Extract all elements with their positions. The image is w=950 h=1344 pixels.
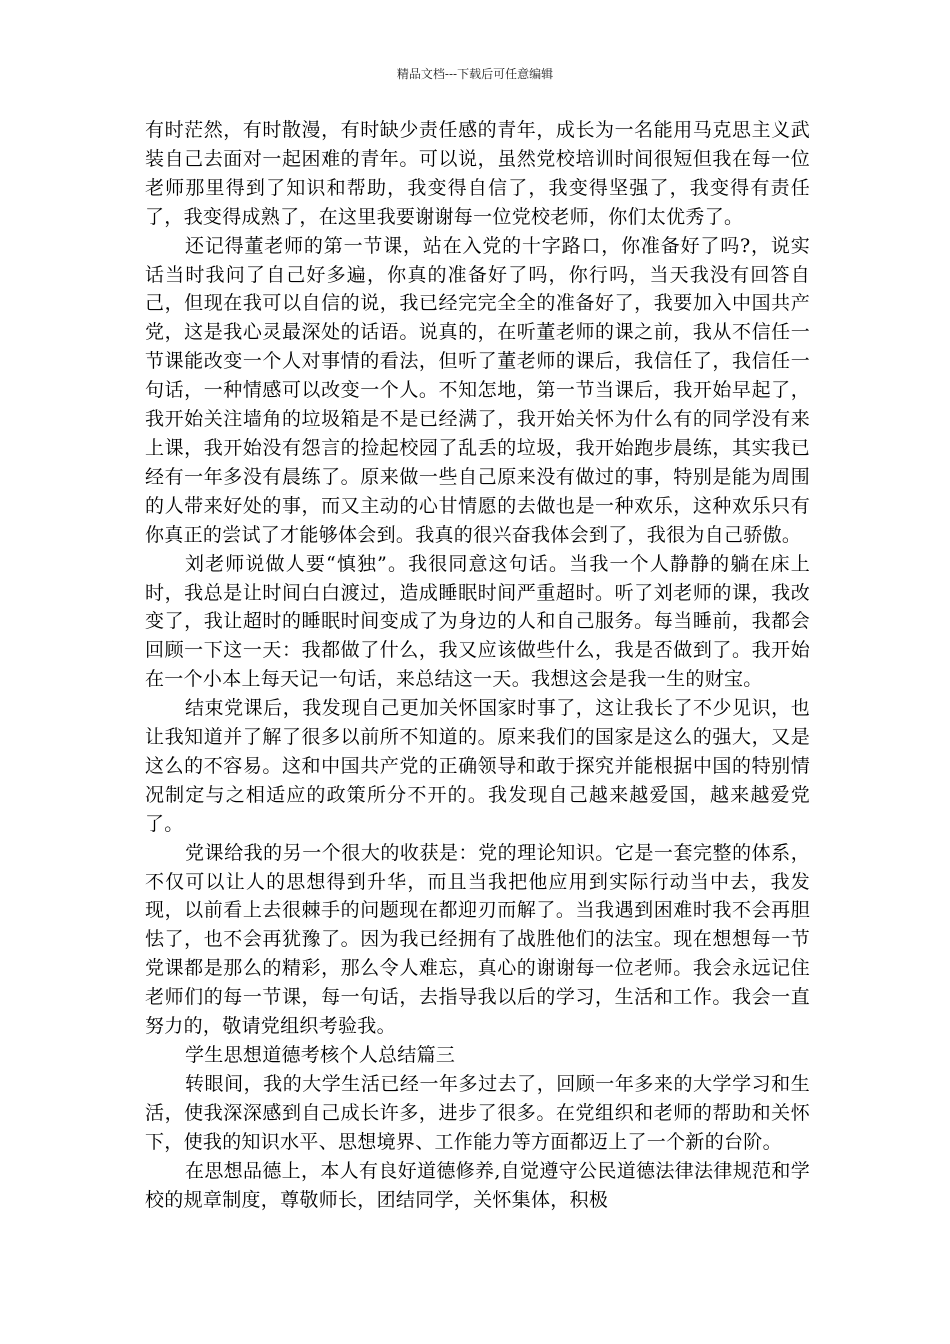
paragraph-4: 结束党课后，我发现自己更加关怀国家时事了，这让我长了不少见识，也让我知道并了解了很多以前所不知道的。原来我们的国家是这么的强大，又是这么的不容易。这和中国共产党的正确领导和敢于探究并能根据中国的特别情况制定与之相适应的政策所分不开的。我发现自己越来越爱国，越来越爱党了。	[145, 697, 810, 835]
paragraph-6: 转眼间，我的大学生活已经一年多过去了，回顾一年多来的大学学习和生活，使我深深感到自己成长许多，进步了很多。在党组织和老师的帮助和关怀下，使我的知识水平、思想境界、工作能力等方面都迈上了一个新的台阶。	[145, 1072, 810, 1153]
document-body	[145, 116, 810, 1214]
paragraph-7: 在思想品德上，本人有良好道德修养,自觉遵守公民道德法律法律规范和学校的规章制度，尊敬师长，团结同学，关怀集体，积极	[145, 1159, 810, 1211]
paragraph-2: 还记得董老师的第一节课，站在入党的十字路口，你准备好了吗?，说实话当时我问了自己好多遍，你真的准备好了吗，你行吗，当天我没有回答自己，但现在我可以自信的说，我已经完完全全的准备好了，我要加入中国共产党，这是我心灵最深处的话语。说真的，在听董老师的课之前，我从不信任一节课能改变一个人对事情的看法，但听了董老师的课后，我信任了，我信任一句话，一种情感可以改变一个人。不知怎地，第一节当课后，我开始早起了，我开始关注墙角的垃圾箱是不是已经满了，我开始关怀为什么有的同学没有来上课，我开始没有怨言的捡起校园了乱丢的垃圾，我开始跑步晨练，其实我已经有一年多没有晨练了。原来做一些自己原来没有做过的事，特别是能为周围的人带来好处的事，而又主动的心甘情愿的去做也是一种欢乐，这种欢乐只有你真正的尝试了才能够体会到。我真的很兴奋我体会到了，我很为自己骄傲。	[145, 234, 810, 546]
paragraph-5: 党课给我的另一个很大的收获是：党的理论知识。它是一套完整的体系，不仅可以让人的思想得到升华，而且当我把他应用到实际行动当中去，我发现，以前看上去很棘手的问题现在都迎刃而解了。当我遇到困难时我不会再胆怯了，也不会再犹豫了。因为我已经拥有了战胜他们的法宝。现在想想每一节党课都是那么的精彩，那么令人难忘，真心的谢谢每一位老师。我会永远记住老师们的每一节课，每一句话，去指导我以后的学习，生活和工作。我会一直努力的，敬请党组织考验我。	[145, 841, 810, 1038]
section-heading: 学生思想道德考核个人总结篇三	[185, 1044, 456, 1066]
page-header: 精品文档---下载后可任意编辑	[396, 67, 554, 81]
paragraph-3: 刘老师说做人要“慎独”。我很同意这句话。当我一个人静静的躺在床上时，我总是让时间白白渡过，造成睡眠时间严重超时。听了刘老师的课，我改变了，我让超时的睡眠时间变成了为身边的人和自己服务。每当睡前，我都会回顾一下这一天：我都做了什么，我又应该做些什么，我是否做到了。我开始在一个小本上每天记一句话，来总结这一天。我想这会是我一生的财宝。	[145, 552, 810, 691]
paragraph-1: 有时茫然，有时散漫，有时缺少责任感的青年，成长为一名能用马克思主义武装自己去面对一起困难的青年。可以说，虽然党校培训时间很短但我在每一位老师那里得到了知识和帮助，我变得自信了，我变得坚强了，我变得有责任了，我变得成熟了，在这里我要谢谢每一位党校老师，你们太优秀了。	[145, 119, 810, 228]
